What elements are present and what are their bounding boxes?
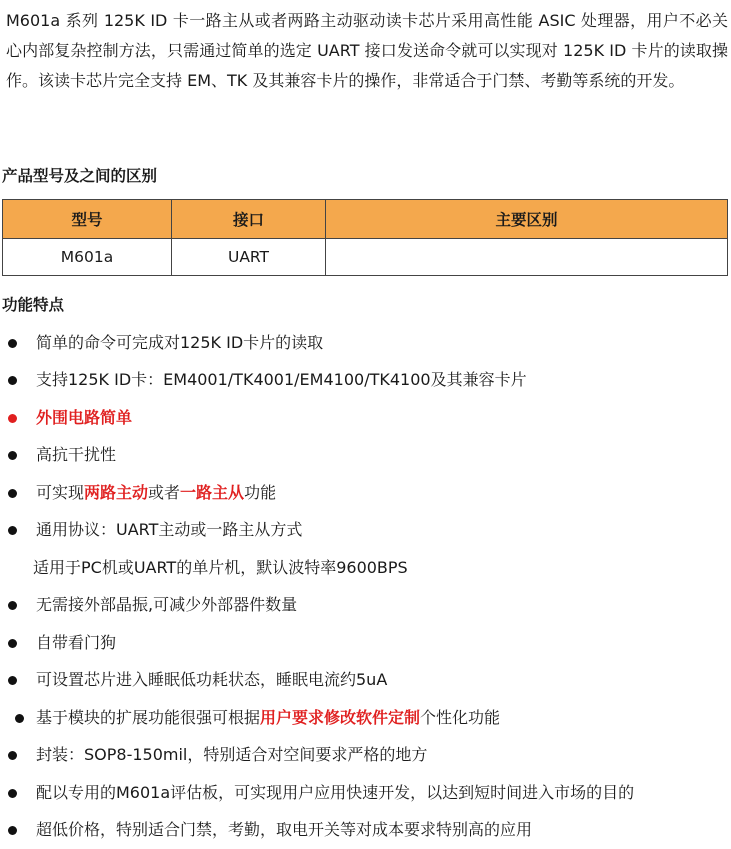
highlight-text: 用户要求修改软件定制	[260, 708, 421, 727]
bullet-icon	[8, 676, 17, 685]
list-item: 通用协议：UART主动或一路主从方式	[0, 515, 731, 545]
bullet-icon	[8, 601, 17, 610]
bullet-icon	[15, 714, 24, 723]
list-item: 高抗干扰性	[0, 440, 731, 470]
bullet-icon	[8, 789, 17, 798]
list-item: 可设置芯片进入睡眠低功耗状态，睡眠电流约5uA	[0, 665, 731, 695]
list-item: 外围电路简单	[0, 403, 731, 433]
highlight-text: 一路主从	[180, 483, 245, 502]
list-item: 超低价格，特别适合门禁，考勤，取电开关等对成本要求特别高的应用	[0, 815, 731, 845]
list-item: 基于模块的扩展功能很强可根据用户要求修改软件定制个性化功能	[0, 703, 731, 733]
cell-difference	[326, 239, 728, 276]
cell-model: M601a	[3, 239, 172, 276]
table-header-row	[3, 200, 728, 239]
list-item: 自带看门狗	[0, 628, 731, 658]
header-difference: 主要区别	[326, 200, 728, 239]
list-item: 支持125K ID卡：EM4001/TK4001/EM4100/TK4100及其兼容卡片	[0, 365, 731, 395]
header-model: 型号	[3, 200, 172, 239]
bullet-icon	[8, 376, 17, 385]
list-item: 配以专用的M601a评估板，可实现用户应用快速开发，以达到短时间进入市场的目的	[0, 778, 731, 808]
intro-paragraph: M601a 系列 125K ID 卡一路主从或者两路主动驱动读卡芯片采用高性能 ASIC 处理器，用户不必关心内部复杂控制方法，只需通过简单的选定 UART 接口发送命令就可以实现对 125K ID 卡片的读取操作。该读卡芯片完全支持 EM、TK 及其兼容卡片的操作，非常适合于门禁、考勤等系统的开发。	[6, 11, 728, 90]
cell-interface: UART	[172, 239, 326, 276]
bullet-icon	[8, 339, 17, 348]
models-section-title: 产品型号及之间的区别	[2, 167, 158, 185]
header-interface: 接口	[172, 200, 326, 239]
table-row	[3, 239, 728, 276]
bullet-icon	[8, 526, 17, 535]
bullet-icon	[8, 489, 17, 498]
bullet-icon	[8, 639, 17, 648]
protocol-subline: 适用于PC机或UART的单片机，默认波特率9600BPS	[33, 558, 408, 577]
list-item: 封装：SOP8-150mil，特别适合对空间要求严格的地方	[0, 740, 731, 770]
bullet-icon	[8, 826, 17, 835]
bullet-icon	[8, 414, 17, 423]
list-item: 可实现两路主动或者一路主从功能	[0, 478, 731, 508]
highlight-text: 两路主动	[84, 483, 149, 502]
list-item: 无需接外部晶振,可减少外部器件数量	[0, 590, 731, 620]
bullet-icon	[8, 451, 17, 460]
features-section-title: 功能特点	[2, 296, 65, 314]
list-item: 简单的命令可完成对125K ID卡片的读取	[0, 328, 731, 358]
model-comparison-table	[2, 199, 728, 276]
bullet-icon	[8, 751, 17, 760]
